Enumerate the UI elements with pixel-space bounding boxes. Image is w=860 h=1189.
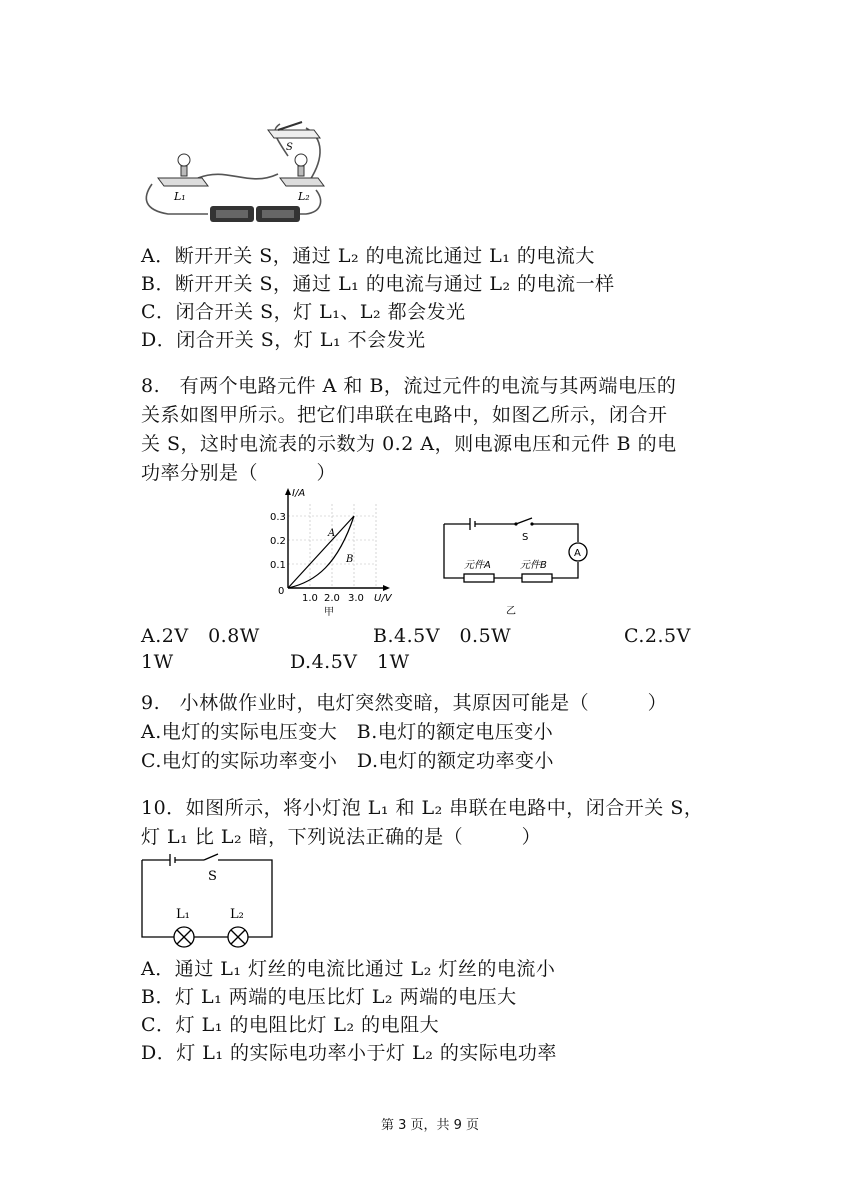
page-footer: 第 3 页，共 9 页 bbox=[380, 1118, 480, 1133]
q8-graph-ylabel: I/A bbox=[292, 488, 306, 499]
q8-switch-label: S bbox=[522, 532, 529, 543]
q9-options-ab: A.电灯的实际电压变大 B.电灯的额定电压变小 bbox=[141, 721, 554, 743]
q7-option-b: B．断开开关 S，通过 L₁ 的电流与通过 L₂ 的电流一样 bbox=[141, 273, 615, 295]
q8-ytick-02: 0.2 bbox=[270, 536, 286, 547]
q8-graph-jia bbox=[268, 484, 413, 619]
q7-label-l1: L₁ bbox=[174, 190, 186, 203]
q10-option-a: A．通过 L₁ 灯丝的电流比通过 L₂ 灯丝的电流小 bbox=[141, 958, 556, 980]
q8-caption-jia: 甲 bbox=[324, 607, 334, 618]
q8-elem-b-label: 元件B bbox=[520, 560, 547, 571]
q8-option-c: C.2.5V bbox=[624, 625, 691, 647]
q8-xtick-2: 2.0 bbox=[324, 593, 340, 604]
q7-option-a: A．断开开关 S，通过 L₂ 的电流比通过 L₁ 的电流大 bbox=[141, 245, 595, 267]
q7-label-s: S bbox=[286, 142, 293, 153]
q8-curve-a bbox=[288, 516, 354, 588]
q8-option-a: A.2V 0.8W bbox=[141, 625, 260, 647]
q10-option-d: D．灯 L₁ 的实际电功率小于灯 L₂ 的实际电功率 bbox=[141, 1042, 557, 1064]
q10-label-l2: L₂ bbox=[230, 907, 244, 922]
q8-ytick-03: 0.3 bbox=[270, 512, 286, 523]
q10-option-b: B．灯 L₁ 两端的电压比灯 L₂ 两端的电压大 bbox=[141, 986, 517, 1008]
q8-label-a: A bbox=[328, 528, 336, 539]
q8-stem-2: 关系如图甲所示。把它们串联在电路中，如图乙所示，闭合开 bbox=[141, 404, 668, 426]
q8-xtick-1: 1.0 bbox=[302, 593, 318, 604]
q8-caption-yi: 乙 bbox=[506, 606, 516, 617]
q8-label-b: B bbox=[346, 554, 354, 565]
q7-option-c: C．闭合开关 S，灯 L₁、L₂ 都会发光 bbox=[141, 301, 466, 323]
q8-xtick-3: 3.0 bbox=[348, 593, 364, 604]
q10-label-l1: L₁ bbox=[176, 907, 190, 922]
q7-option-d: D．闭合开关 S，灯 L₁ 不会发光 bbox=[141, 329, 426, 351]
q7-circuit-figure bbox=[138, 118, 328, 226]
q10-stem-1: 10．如图所示，将小灯泡 L₁ 和 L₂ 串联在电路中，闭合开关 S， bbox=[141, 797, 704, 819]
q8-option-b: B.4.5V 0.5W bbox=[373, 625, 512, 647]
q8-circuit-yi bbox=[440, 512, 600, 620]
q8-elem-a-label: 元件A bbox=[464, 560, 491, 571]
q8-ammeter-label: A bbox=[574, 548, 581, 559]
q10-stem-2: 灯 L₁ 比 L₂ 暗，下列说法正确的是（ ） bbox=[141, 826, 542, 848]
q10-option-c: C．灯 L₁ 的电阻比灯 L₂ 的电阻大 bbox=[141, 1014, 440, 1036]
q8-stem-1: 8. 有两个电路元件 A 和 B，流过元件的电流与其两端电压的 bbox=[141, 375, 677, 397]
q8-origin: 0 bbox=[278, 586, 285, 597]
q8-option-d: D.4.5V 1W bbox=[290, 651, 410, 673]
q9-options-cd: C.电灯的实际功率变小 D.电灯的额定功率变小 bbox=[141, 750, 554, 772]
q9-stem: 9. 小林做作业时，电灯突然变暗，其原因可能是（ ） bbox=[141, 692, 668, 714]
q8-option-c-continued: 1W bbox=[141, 651, 174, 673]
q8-graph-xlabel: U/V bbox=[374, 593, 392, 604]
q8-ytick-01: 0.1 bbox=[270, 560, 286, 571]
q8-stem-4: 功率分别是（ ） bbox=[141, 462, 337, 484]
q10-circuit-figure bbox=[138, 852, 278, 952]
q8-stem-3: 关 S，这时电流表的示数为 0.2 A，则电源电压和元件 B 的电 bbox=[141, 433, 677, 455]
q7-label-l2: L₂ bbox=[298, 190, 310, 203]
q10-switch-label: S bbox=[208, 869, 217, 884]
